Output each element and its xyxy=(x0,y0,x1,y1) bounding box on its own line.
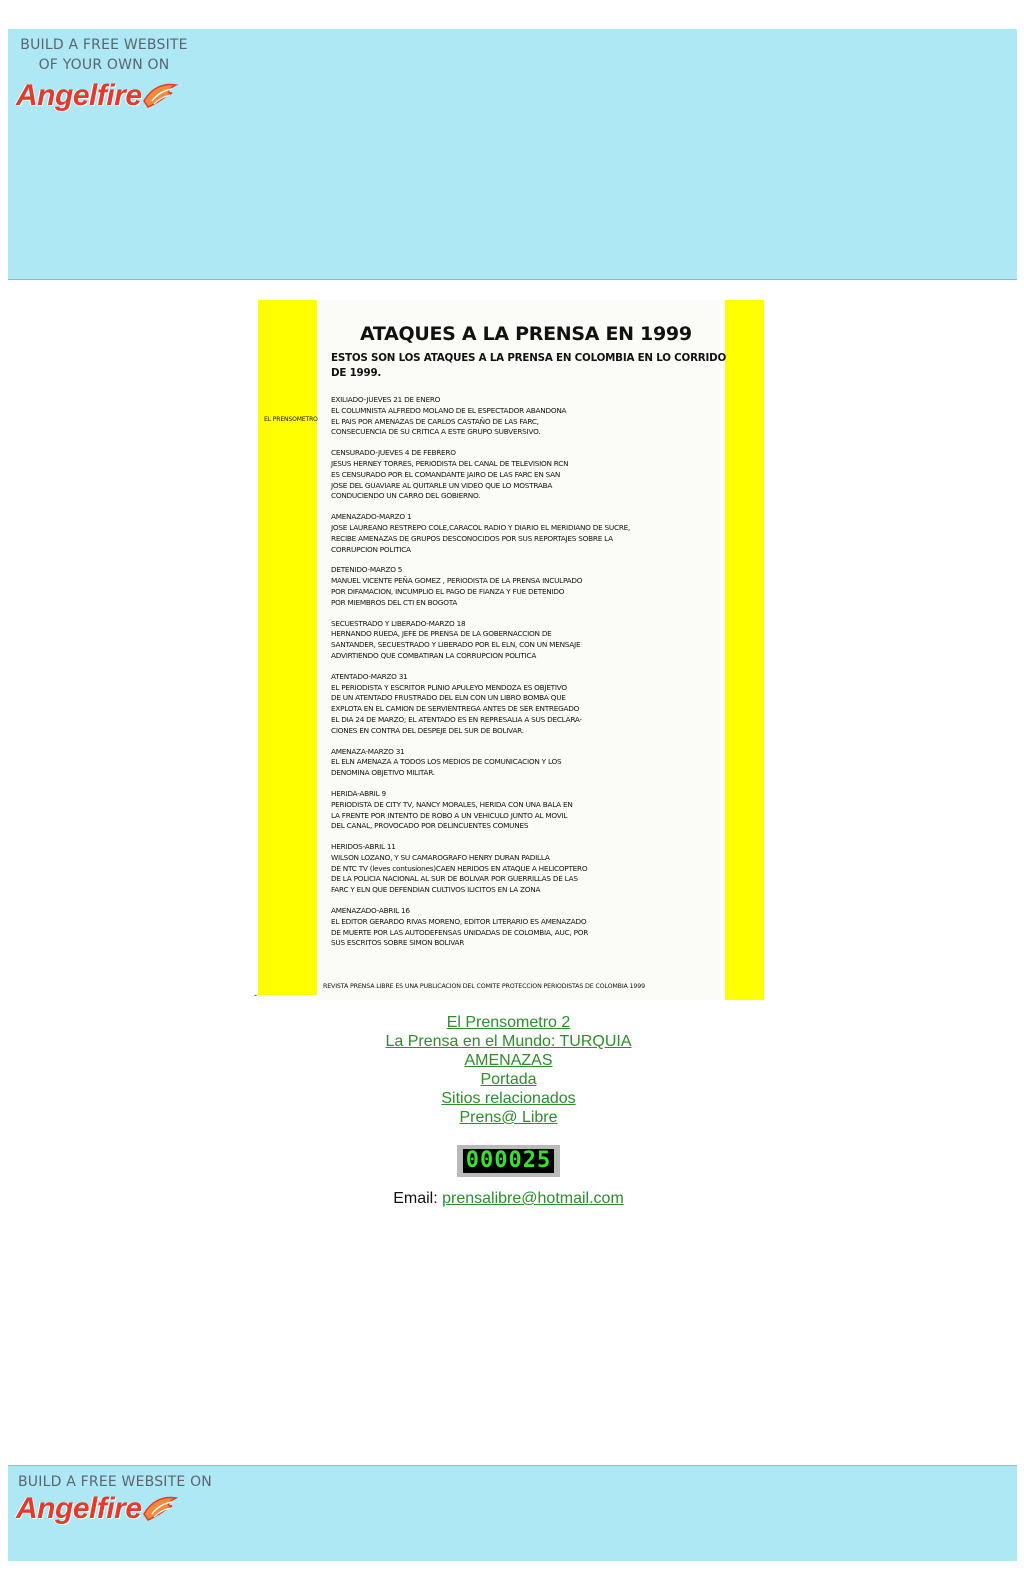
entry-text-line: CONDUCIENDO UN CARRO DEL GOBIERNO. xyxy=(331,491,481,501)
attack-entry xyxy=(331,906,731,949)
entry-text-line: WILSON LOZANO, Y SU CAMAROGRAFO HENRY DURAN PADILLA xyxy=(331,852,550,862)
promo-text-bottom: BUILD A FREE WEBSITE ON xyxy=(18,1474,212,1490)
nav-link[interactable]: Sitios relacionados xyxy=(441,1090,576,1107)
attack-entry xyxy=(331,395,731,438)
side-label: EL PRENSOMETRO xyxy=(264,416,318,423)
entry-text-line: EL PERIODISTA Y ESCRITOR PLINIO APULEYO MENDOZA ES OBJETIVO xyxy=(331,682,567,692)
email-line xyxy=(0,1190,1017,1208)
attack-entry xyxy=(331,565,731,608)
nav-link[interactable]: Prens@ Libre xyxy=(459,1109,558,1126)
entry-heading: EXILIADO-JUEVES 21 DE ENERO xyxy=(331,395,441,404)
email-link[interactable]: prensalibre@hotmail.com xyxy=(442,1190,624,1207)
document-intro: ESTOS SON LOS ATAQUES A LA PRENSA EN COLOMBIA EN LO CORRIDO DE 1999. xyxy=(331,352,727,379)
hit-counter xyxy=(457,1145,560,1177)
angelfire-logo-text: Angelfire xyxy=(16,79,142,112)
entry-heading: HERIDA-ABRIL 9 xyxy=(331,788,386,798)
angelfire-logo[interactable] xyxy=(16,76,178,116)
entry-text-line: LA FRENTE POR INTENTO DE ROBO A UN VEHICULO JUNTO AL MOVIL xyxy=(331,810,568,820)
entry-text-line: DE NTC TV (leves contusiones)CAEN HERIDOS EN ATAQUE A HELICOPTERO xyxy=(331,863,588,873)
dash-mark: - xyxy=(254,990,257,1000)
nav-link[interactable]: AMENAZAS xyxy=(464,1052,553,1069)
promo-line-2: OF YOUR OWN ON xyxy=(38,57,170,73)
promo-line-1: BUILD A FREE WEBSITE xyxy=(20,37,188,53)
entry-text-line: DENOMINA OBJETIVO MILITAR. xyxy=(331,768,435,778)
entry-text-line: POR DIFAMACION, INCUMPLIO EL PAGO DE FIANZA Y FUE DETENIDO xyxy=(331,586,565,596)
bottom-ad-banner[interactable] xyxy=(8,1465,1017,1561)
entry-text-line: EL EDITOR GERARDO RIVAS MORENO, EDITOR LITERARIO ES AMENAZADO xyxy=(331,916,587,926)
entry-heading: ATENTADO-MARZO 31 xyxy=(331,671,408,681)
entry-text-line: CORRUPCION POLITICA xyxy=(331,544,411,554)
entry-text-line: FARC Y ELN QUE DEFENDIAN CULTIVOS ILICITOS EN LA ZONA xyxy=(331,885,541,895)
entry-text-line: ADVIRTIENDO QUE COMBATIRAN LA CORRUPCION POLITICA xyxy=(331,650,537,660)
entry-heading: SECUESTRADO Y LIBERADO-MARZO 18 xyxy=(331,618,466,628)
entry-text-line: SUS ESCRITOS SOBRE SIMON BOLIVAR xyxy=(331,938,465,948)
angelfire-logo-text: Angelfire xyxy=(16,1492,142,1525)
entry-text-line: PERIODISTA DE CITY TV, NANCY MORALES, HERIDA CON UNA BALA EN xyxy=(331,799,573,809)
entry-text-line: DEL CANAL, PROVOCADO POR DELINCUENTES COMUNES xyxy=(331,821,529,831)
yellow-margin-left xyxy=(258,300,317,995)
attack-entry xyxy=(331,512,731,555)
entry-text-line: EXPLOTA EN EL CAMION DE SERVIENTREGA ANTES DE SER ENTREGADO xyxy=(331,704,580,714)
entry-text-line: HERNANDO RUEDA, JEFE DE PRENSA DE LA GOBERNACCION DE xyxy=(331,629,552,639)
nav-link[interactable]: La Prensa en el Mundo: TURQUIA xyxy=(385,1033,632,1050)
entry-text-line: CONSECUENCIA DE SU CRITICA A ESTE GRUPO SUBVERSIVO. xyxy=(331,427,541,437)
nav-link[interactable]: El Prensometro 2 xyxy=(446,1014,571,1031)
hit-counter-value: 000025 xyxy=(463,1149,554,1173)
top-ad-banner[interactable] xyxy=(8,29,1017,280)
document-title: ATAQUES A LA PRENSA EN 1999 xyxy=(360,323,692,345)
entry-text-line: EL DIA 24 DE MARZO; EL ATENTADO ES EN REPRESALIA A SUS DECLARA- xyxy=(331,714,582,724)
attack-entries xyxy=(331,395,731,959)
nav-links xyxy=(0,1013,1017,1127)
email-label: Email: xyxy=(393,1190,443,1207)
entry-heading: CENSURADO-JUEVES 4 DE FEBRERO xyxy=(331,448,456,458)
attack-entry xyxy=(331,789,731,832)
entry-text-line: DE UN ATENTADO FRUSTRADO DEL ELN CON UN LIBRO BOMBA QUE xyxy=(331,693,566,703)
entry-text-line: JOSE LAUREANO RESTREPO COLE,CARACOL RADIO Y DIARIO EL MERIDIANO DE SUCRE, xyxy=(331,522,631,532)
entry-heading: DETENIDO-MARZO 5 xyxy=(331,565,403,575)
entry-heading: AMENAZADO-MARZO 1 xyxy=(331,512,412,522)
attack-entry xyxy=(331,448,731,502)
entry-heading: HERIDOS-ABRIL 11 xyxy=(331,842,396,852)
entry-text-line: EL PAIS POR AMENAZAS DE CARLOS CASTAÑO DE LAS FARC, xyxy=(331,416,539,426)
document-footer: REVISTA PRENSA LIBRE ES UNA PUBLICACION DEL COMITE PROTECCION PERIODISTAS DE COLOMBIA 1999 xyxy=(323,983,645,990)
promo-text xyxy=(18,35,190,75)
entry-heading: AMENAZA-MARZO 31 xyxy=(331,746,405,756)
entry-text-line: POR MIEMBROS DEL CTI EN BOGOTA xyxy=(331,597,458,607)
entry-text-line: EL ELN AMENAZA A TODOS LOS MEDIOS DE COMUNICACION Y LOS xyxy=(331,757,562,767)
angelfire-logo-bottom[interactable] xyxy=(16,1489,178,1529)
entry-text-line: DE LA POLICIA NACIONAL AL SUR DE BOLIVAR POR GUERRILLAS DE LAS xyxy=(331,874,578,884)
attack-entry xyxy=(331,747,731,779)
attack-entry xyxy=(331,672,731,737)
flame-icon xyxy=(142,1494,178,1524)
entry-heading: AMENAZADO-ABRIL 16 xyxy=(331,906,410,916)
flame-icon xyxy=(142,81,178,111)
nav-link[interactable]: Portada xyxy=(480,1071,537,1088)
entry-text-line: MANUEL VICENTE PEÑA GOMEZ , PERIODISTA DE LA PRENSA INCULPADO xyxy=(331,576,583,586)
entry-text-line: SANTANDER, SECUESTRADO Y LIBERADO POR EL ELN, CON UN MENSAJE xyxy=(331,640,581,650)
entry-text-line: ES CENSURADO POR EL COMANDANTE JAIRO DE LAS FARC EN SAN xyxy=(331,469,561,479)
attack-entry xyxy=(331,619,731,662)
attack-entry xyxy=(331,842,731,896)
entry-text-line: EL COLUMNISTA ALFREDO MOLANO DE EL ESPECTADOR ABANDONA xyxy=(331,405,567,415)
entry-text-line: JOSE DEL GUAVIARE AL QUITARLE UN VIDEO QUE LO MOSTRABA xyxy=(331,480,553,490)
entry-text-line: RECIBE AMENAZAS DE GRUPOS DESCONOCIDOS POR SUS REPORTAJES SOBRE LA xyxy=(331,533,613,543)
entry-text-line: CIONES EN CONTRA DEL DESPEJE DEL SUR DE BOLIVAR. xyxy=(331,725,524,735)
entry-text-line: DE MUERTE POR LAS AUTODEFENSAS UNIDADAS DE COLOMBIA, AUC, POR xyxy=(331,927,589,937)
entry-text-line: JESUS HERNEY TORRES, PERIODISTA DEL CANAL DE TELEVISION RCN xyxy=(331,458,569,468)
